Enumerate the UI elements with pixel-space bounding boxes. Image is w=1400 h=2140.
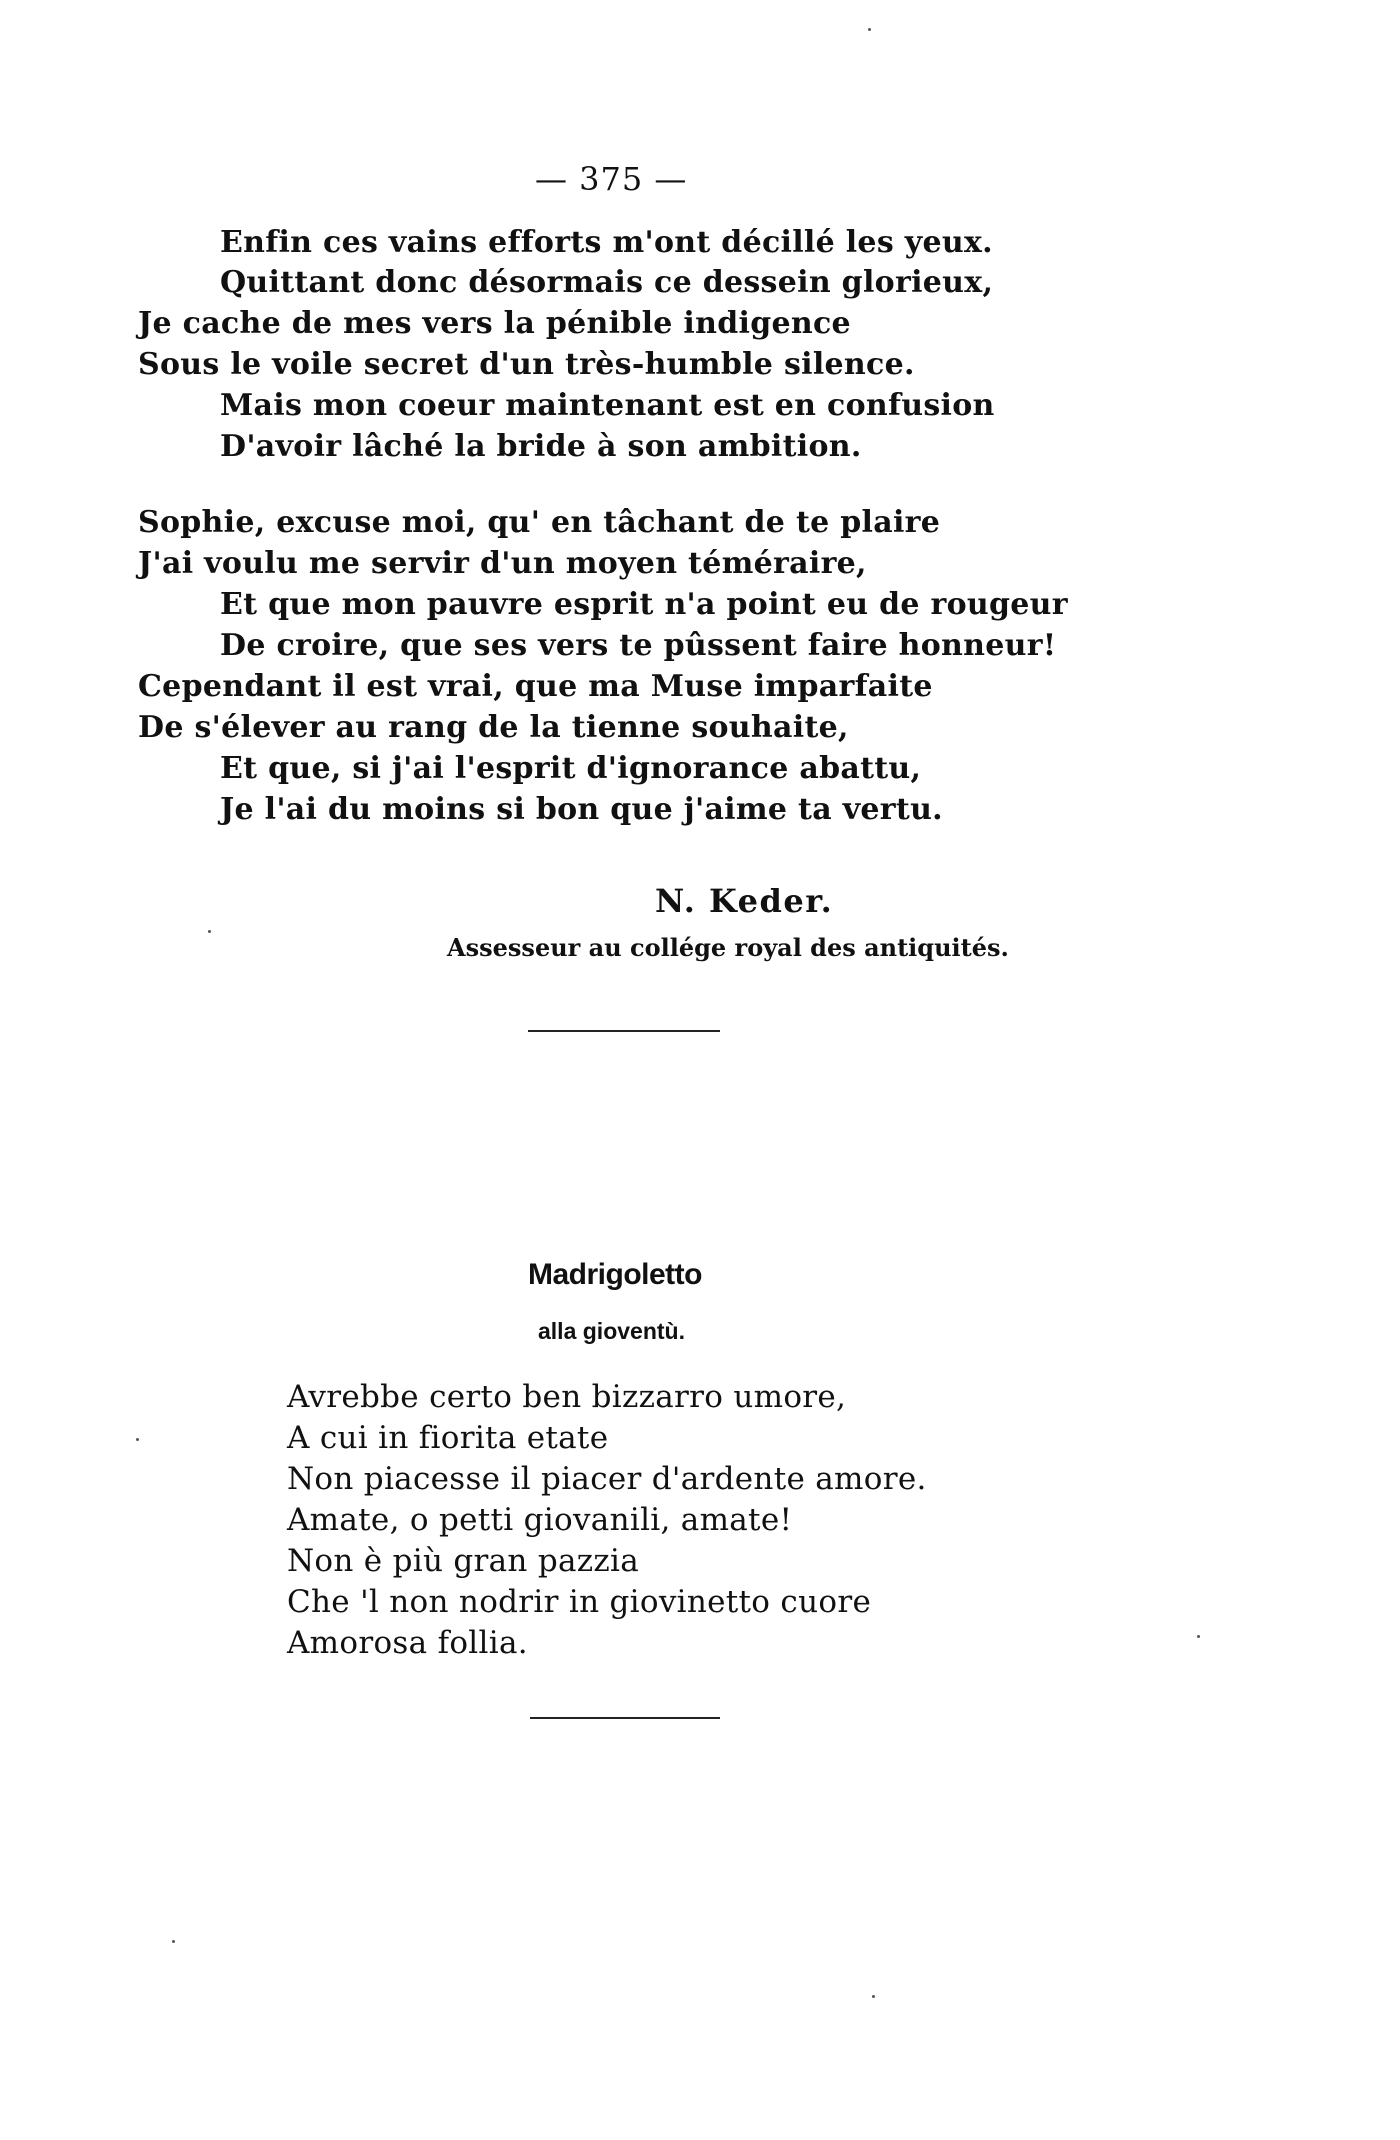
poem-line: De croire, que ses vers te pûssent faire honneur! bbox=[220, 628, 1057, 663]
poem-line: Avrebbe certo ben bizzarro umore, bbox=[287, 1379, 847, 1415]
poem-line: Je l'ai du moins si bon que j'aime ta vertu. bbox=[220, 792, 943, 827]
poem-line: Che 'l non nodrir in giovinetto cuore bbox=[287, 1584, 872, 1620]
poem-line: Mais mon coeur maintenant est en confusion bbox=[220, 388, 995, 423]
poem-line: Quittant donc désormais ce dessein glorieux, bbox=[220, 265, 994, 300]
poem-line: D'avoir lâché la bride à son ambition. bbox=[220, 429, 862, 464]
poem-line: Amorosa follia. bbox=[287, 1625, 528, 1661]
scan-speck bbox=[172, 1940, 175, 1943]
scan-speck bbox=[136, 1438, 139, 1441]
poem-line: Et que, si j'ai l'esprit d'ignorance abattu, bbox=[220, 751, 922, 786]
poem-line: Sophie, excuse moi, qu' en tâchant de te plaire bbox=[138, 505, 941, 540]
poem-line: J'ai voulu me servir d'un moyen téméraire, bbox=[138, 546, 867, 581]
poem-line: A cui in fiorita etate bbox=[287, 1420, 609, 1456]
poem-line: Non è più gran pazzia bbox=[287, 1543, 640, 1579]
scan-speck bbox=[208, 930, 211, 933]
poem-line: Non piacesse il piacer d'ardente amore. bbox=[287, 1461, 927, 1497]
poem-line: Cependant il est vrai, que ma Muse imparfaite bbox=[138, 669, 933, 704]
poem-line: Sous le voile secret d'un très-humble silence. bbox=[138, 347, 915, 382]
scan-speck bbox=[1197, 1635, 1200, 1638]
poem-line: De s'élever au rang de la tienne souhaite, bbox=[138, 710, 849, 745]
poem-line: Enfin ces vains efforts m'ont décillé les yeux. bbox=[220, 225, 993, 260]
separator-rule bbox=[528, 1030, 720, 1032]
poem-subtitle: alla gioventù. bbox=[538, 1318, 685, 1344]
separator-rule bbox=[530, 1717, 720, 1719]
scan-speck bbox=[872, 1995, 875, 1998]
poem-line: Amate, o petti giovanili, amate! bbox=[287, 1502, 793, 1538]
author-affiliation: Assesseur au collége royal des antiquités. bbox=[447, 933, 1009, 962]
poem-line: Je cache de mes vers la pénible indigence bbox=[138, 306, 851, 341]
author-signature: N. Keder. bbox=[655, 882, 834, 920]
scan-speck bbox=[868, 28, 871, 31]
page-number: — 375 — bbox=[535, 160, 688, 198]
poem-title: Madrigoletto bbox=[528, 1258, 702, 1291]
poem-line: Et que mon pauvre esprit n'a point eu de rougeur bbox=[220, 587, 1068, 622]
